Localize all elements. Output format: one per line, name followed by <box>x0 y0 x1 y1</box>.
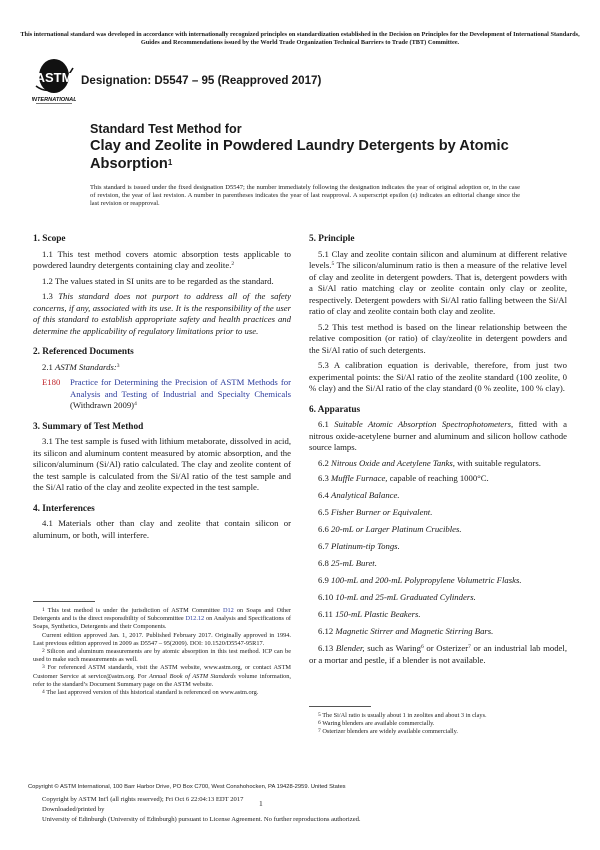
para-4-1: 4.1 Materials other than clay and zeolite that contain silicon or aluminum, or both, will interfere. <box>33 518 291 540</box>
footnote-3: $^3$ For referenced ASTM standards, visit the ASTM website, www.astm.org, or contact ASTM Customer Service at service@astm.org. For Annual Book of ASTM Standards volume information, refer to the standard’s Document Summary page on the ASTM website. <box>33 664 291 688</box>
ref-status: (Withdrawn 2009) <box>70 400 135 410</box>
apparatus-item: 6.6 20-mL or Larger Platinum Crucibles. <box>318 524 462 534</box>
footnote-ref-4[interactable]: 4 <box>134 401 137 407</box>
right-column <box>309 234 567 670</box>
para-1-2: 1.2 The values stated in SI units are to be regarded as the standard. <box>42 275 274 286</box>
para-6-3: 6.3 Muffle Furnace, capable of reaching 1000°C. <box>318 473 489 483</box>
heading-summary: 3. Summary of Test Method <box>33 421 144 432</box>
license-line-2: Downloaded/printed by <box>42 806 105 813</box>
para-6-1: 6.1 Suitable Atomic Absorption Spectrophotometers, fitted with a nitrous oxide-acetylene burner and aluminum and silicon hollow cathode source lamps. <box>309 419 568 452</box>
apparatus-item: 6.5 Fisher Burner or Equivalent. <box>318 507 433 517</box>
footnote-divider <box>33 601 95 602</box>
page-title <box>90 138 550 173</box>
apparatus-item: 6.12 Magnetic Stirrer and Magnetic Stirring Bars. <box>318 626 494 636</box>
footnote-5: $^5$ The Si/Al ratio is usually about 1 in zeolites and about 3 in clays. <box>318 712 487 719</box>
para-6-13: 6.13 Blender, such as Waring$^6$ or Osterizer$^7$ or an industrial lab model, or a mortar and pestle, if a blender is not available. <box>309 643 567 665</box>
para-5-3: 5.3 A calibration equation is derivable, therefore, from just two experimental points: the Si/Al ratio of the zeolite standard (100 zeolite, 0 % clay) and the Si/Al ratio of the clay standard (0 % zeolite, 100 % clay). <box>309 360 567 393</box>
apparatus-item: 6.8 25-mL Buret. <box>318 558 377 568</box>
footnote-6: $^6$ Waring blenders are available commercially. <box>318 720 435 728</box>
reference-e180 <box>33 377 291 412</box>
license-line-3: University of Edinburgh (University of Edinburgh) pursuant to License Agreement. No further reproductions authorized. <box>42 816 361 823</box>
footnote-1-edition: Current edition approved Jan. 1, 2017. Published February 2017. Originally approved in 1994. Last previous edition approved in 2009 as D5547 – 95(2009). DOI: 10.1520/D5547-95R17. <box>33 631 291 647</box>
heading-principle: 5. Principle <box>309 234 355 244</box>
wto-notice: This international standard was developed in accordance with internationally recognized principles on standardization established in the Decision on Principles for the Development of International Standards, Guides and Recommendations issued by the World Trade Organization Technical Barriers to Trade (TBT) Committee. <box>20 31 580 47</box>
heading-apparatus: 6. Apparatus <box>309 404 361 415</box>
footnote-4: $^4$ The last approved version of this historical standard is referenced on www.astm.org. <box>42 689 259 697</box>
left-column <box>33 234 291 545</box>
astm-logo-icon <box>32 56 76 106</box>
apparatus-item: 6.4 Analytical Balance. <box>318 490 400 500</box>
committee-d12-link[interactable]: D12 <box>222 607 234 614</box>
subcommittee-d12-12-link[interactable]: D12.12 <box>185 615 205 623</box>
footnote-ref-5[interactable]: 5 <box>331 261 335 267</box>
para-1-1: 1.1 This test method covers atomic absorption tests applicable to powdered laundry detergents containing clay and zeolite.$^2$ <box>33 248 291 270</box>
title-line1: Standard Test Method for <box>90 122 242 136</box>
para-6-2: 6.2 Nitrous Oxide and Acetylene Tanks, with suitable regulators. <box>318 457 541 468</box>
footnote-2: $^2$ Silicon and aluminum measurements are by atomic absorption in this test method. ICP can be used to make such measurements as well. <box>33 648 291 664</box>
para-5-2: 5.2 This test method is based on the linear relationship between the relative composition (or ratio) of clay/zeolite in detergent powders and the Si/Al ratio of such detergents. <box>309 321 567 355</box>
ref-title-link[interactable]: Practice for Determining the Precision of ASTM Methods for Analysis and Testing of Industrial and Specialty Chemicals <box>70 377 291 399</box>
footnote-ref-3[interactable]: 3 <box>116 362 120 369</box>
footnotes-left <box>33 601 291 697</box>
footnote-ref-7[interactable]: 7 <box>468 644 471 650</box>
svg-text:INTERNATIONAL: INTERNATIONAL <box>32 97 76 103</box>
license-notice <box>42 795 361 825</box>
astm-logo <box>32 56 76 106</box>
issued-note: This standard is issued under the fixed designation D5547; the number immediately following the designation indicates the year of original adoption or, in the case of revision, the year of last revision. A number in parentheses indicates the year of last reapproval. A superscript epsilon (ε) indicates an editorial change since the last revision or reapproval. <box>90 184 520 208</box>
ref-code-link[interactable]: E180 <box>42 377 61 387</box>
para-2-1: 2.1 ASTM Standards:$^3$ <box>42 361 120 372</box>
para-5-1: 5.1 Clay and zeolite contain silicon and aluminum at different relative levels.$^5$ The silicon/aluminum ratio is then a measure of the relative level of clay and zeolite in detergent powders. That is, detergent powders with a Si/Al ratio matching clay or zeolite contain only clay or zeolite, respectively. Detergent powders with Si/Al ratio falling between the Si/Al ratio of clay and zeolite contain both clay and zeolite. <box>309 248 567 316</box>
footnote-ref-6[interactable]: 6 <box>420 644 424 650</box>
para-1-3: 1.3 This standard does not purport to address all of the safety concerns, if any, associated with its use. It is the responsibility of the user of this standard to establish appropriate safety and health practices and determine the applicability of regulatory limitations prior to use. <box>33 291 291 336</box>
page-number: 1 <box>259 799 263 808</box>
copyright-address: Copyright © ASTM International, 100 Barr Harbor Drive, PO Box C700, West Conshohocken, PA 19428-2959. United States <box>28 784 346 790</box>
title-footnote-mark[interactable]: 1 <box>167 157 173 167</box>
apparatus-item: 6.7 Platinum-tip Tongs. <box>318 541 400 551</box>
footnote-1: $^1$ This test method is under the jurisdiction of ASTM Committee D12 on Soaps and Other Detergents and is the direct responsibility of Subcommittee D12.12 on Analysis and Specifications of Soaps, Synthetics, Detergents and their Components. <box>33 607 291 631</box>
footnotes-right <box>309 706 567 737</box>
designation: Designation: D5547 – 95 (Reapproved 2017) <box>81 74 322 87</box>
footnote-ref-2[interactable]: 2 <box>231 261 235 267</box>
title-text: Clay and Zeolite in Powdered Laundry Detergents by Atomic Absorption <box>90 138 509 172</box>
svg-text:ASTM: ASTM <box>35 70 73 85</box>
footnote-7: $^7$ Osterizer blenders are widely available commercially. <box>318 728 458 736</box>
footnote-divider <box>309 706 371 707</box>
apparatus-item: 6.10 10-mL and 25-mL Graduated Cylinders. <box>318 592 476 602</box>
heading-scope: 1. Scope <box>33 234 66 244</box>
license-line-1: Copyright by ASTM Int'l (all rights reserved); Fri Oct 6 22:04:13 EDT 2017 <box>42 796 244 803</box>
para-3-1: 3.1 The test sample is fused with lithium metaborate, dissolved in acid, its silicon and aluminum content measured by atomic absorption, and the silicon/aluminum (Si/Al) ratio calculated. The clay and zeolite content of the test sample is calculated from the Si/Al ratio of the test sample and the Si/Al ratio of the clay and zeolite expected in the test sample. <box>33 436 291 492</box>
apparatus-item: 6.9 100-mL and 200-mL Polypropylene Volumetric Flasks. <box>318 575 522 585</box>
heading-interferences: 4. Interferences <box>33 503 95 514</box>
heading-referenced-documents: 2. Referenced Documents <box>33 347 134 357</box>
apparatus-item: 6.11 150-mL Plastic Beakers. <box>318 609 421 619</box>
